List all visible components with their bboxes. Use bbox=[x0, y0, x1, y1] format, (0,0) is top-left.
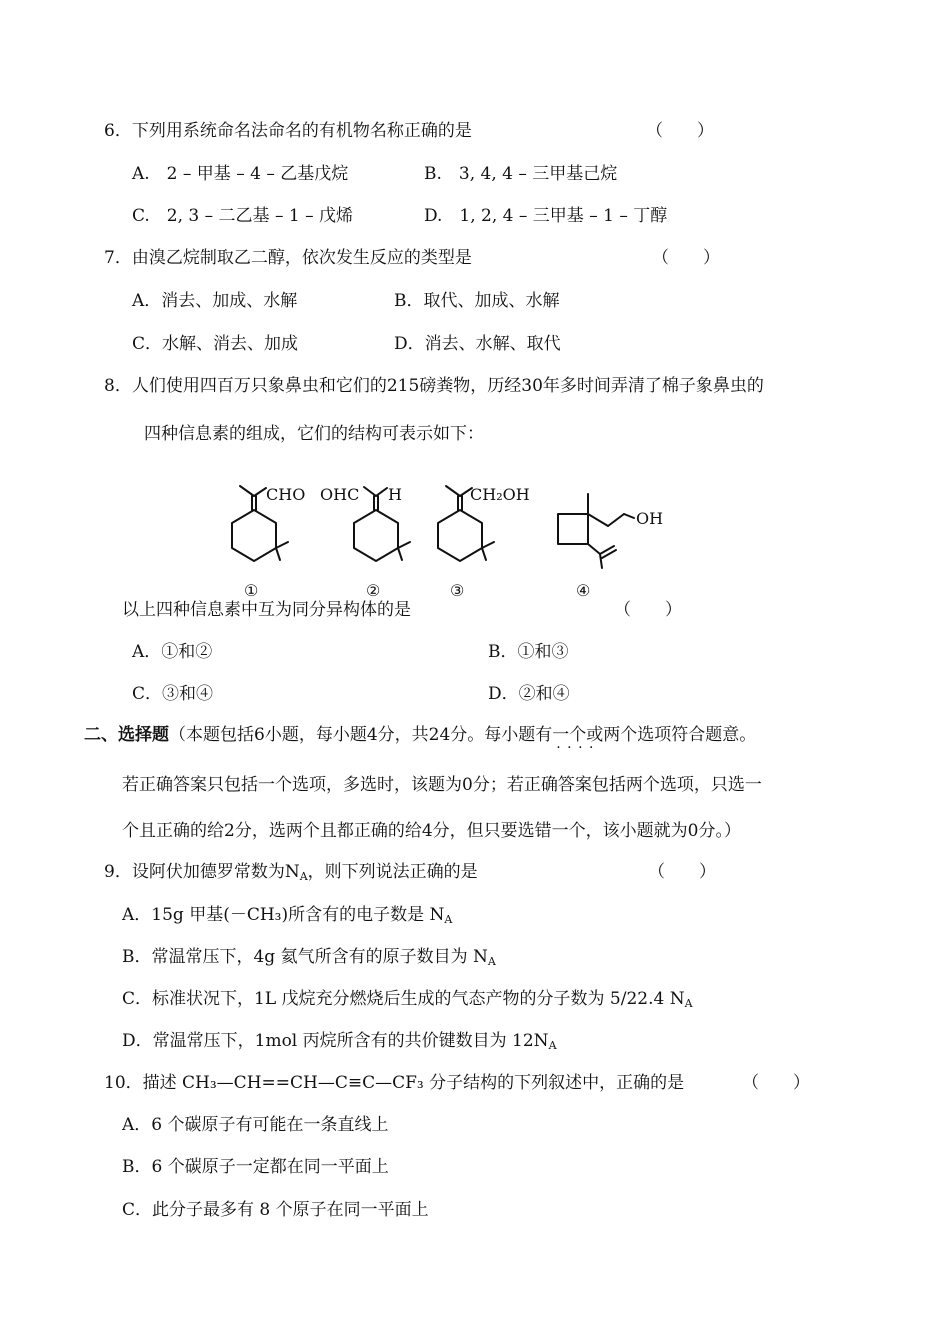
q6-option-c[interactable]: C. 2, 3 – 二乙基 – 1 – 戊烯 bbox=[132, 206, 353, 226]
q9-option-a[interactable]: A．15g 甲基(－CH₃)所含有的电子数是 $N_A$ bbox=[122, 905, 453, 926]
q9-option-c[interactable]: C．标准状况下，1L 戊烷充分燃烧后生成的气态产物的分子数为 5/22.4 $N_A$ bbox=[122, 989, 693, 1010]
q9-answer-paren[interactable]: （ ） bbox=[648, 862, 716, 882]
q8-question: 以上四种信息素中互为同分异构体的是 bbox=[122, 600, 411, 620]
q8-option-a[interactable]: A．①和② bbox=[132, 642, 213, 662]
q8-option-b[interactable]: B．①和③ bbox=[488, 642, 569, 662]
structure-1-group: CHO bbox=[266, 485, 306, 504]
q9-option-d[interactable]: D．常温常压下，1mol 丙烷所含有的共价键数目为 $12N_A$ bbox=[122, 1031, 557, 1052]
q8-answer-paren[interactable]: （ ） bbox=[614, 600, 682, 620]
q7-option-d[interactable]: D．消去、水解、取代 bbox=[394, 334, 561, 354]
q9-option-b[interactable]: B．常温常压下，4g 氦气所含有的原子数目为 $N_A$ bbox=[122, 947, 496, 968]
q6-answer-paren[interactable]: （ ） bbox=[646, 121, 714, 141]
q6-stem: 6．下列用系统命名法命名的有机物名称正确的是 bbox=[104, 121, 472, 141]
section2-desc-a: （本题包括6小题，每小题4分，共24分。每小题有 bbox=[169, 725, 553, 745]
q7-stem: 7．由溴乙烷制取乙二醇，依次发生反应的类型是 bbox=[104, 248, 472, 268]
structure-1-label: ① bbox=[244, 581, 259, 600]
q10-answer-paren[interactable]: （ ） bbox=[742, 1073, 810, 1093]
q9-stem: 9．设阿伏加德罗常数为$N_A$，则下列说法正确的是 bbox=[104, 862, 478, 883]
q6-option-d[interactable]: D. 1, 2, 4 – 三甲基 – 1 – 丁醇 bbox=[424, 206, 668, 226]
structure-2-group-left: OHC bbox=[320, 485, 360, 504]
structure-3-label: ③ bbox=[450, 581, 465, 600]
structure-4-label: ④ bbox=[576, 581, 591, 600]
q7-answer-paren[interactable]: （ ） bbox=[652, 248, 720, 268]
q8-option-d[interactable]: D．②和④ bbox=[488, 684, 570, 704]
q8-structures-figure bbox=[210, 478, 690, 604]
q8-stem-line1: 8．人们使用四百万只象鼻虫和它们的215磅粪物，历经30年多时间弄清了棉子象鼻虫的 bbox=[104, 376, 764, 396]
q10-option-b[interactable]: B．6 个碳原子一定都在同一平面上 bbox=[122, 1157, 389, 1177]
q10-option-a[interactable]: A．6 个碳原子有可能在一条直线上 bbox=[122, 1115, 389, 1135]
q6-option-a[interactable]: A. 2 – 甲基 – 4 – 乙基戊烷 bbox=[132, 164, 349, 184]
section2-desc-emphasis: 一个或两个 · · bbox=[552, 725, 637, 745]
structure-4-group: OH bbox=[636, 509, 664, 528]
q6-option-b[interactable]: B. 3, 4, 4 – 三甲基己烷 bbox=[424, 164, 618, 184]
section2-desc-b: 选项符合题意。 bbox=[637, 725, 757, 745]
section2-line2: 若正确答案只包括一个选项，多选时，该题为0分；若正确答案包括两个选项，只选一 bbox=[122, 775, 762, 795]
q8-stem-line2: 四种信息素的组成，它们的结构可表示如下： bbox=[144, 424, 484, 444]
structure-4-cyclobutane bbox=[558, 494, 634, 568]
q10-stem: 10．描述 CH₃—CH==CH—C≡C—CF₃ 分子结构的下列叙述中，正确的是 bbox=[104, 1073, 685, 1093]
structure-2-group-right: H bbox=[388, 485, 402, 504]
structure-2-label: ② bbox=[366, 581, 381, 600]
q7-option-b[interactable]: B．取代、加成、水解 bbox=[394, 291, 560, 311]
q10-option-c[interactable]: C．此分子最多有 8 个原子在同一平面上 bbox=[122, 1200, 429, 1220]
q8-option-c[interactable]: C．③和④ bbox=[132, 684, 214, 704]
structure-3-group: CH₂OH bbox=[470, 485, 530, 504]
q7-option-a[interactable]: A．消去、加成、水解 bbox=[132, 291, 298, 311]
section2-line3: 个且正确的给2分，选两个且都正确的给4分，但只要选错一个，该小题就为0分。） bbox=[122, 821, 741, 841]
section2-title: 二、选择题 bbox=[84, 725, 169, 745]
q7-option-c[interactable]: C．水解、消去、加成 bbox=[132, 334, 299, 354]
section2-header bbox=[84, 724, 756, 746]
